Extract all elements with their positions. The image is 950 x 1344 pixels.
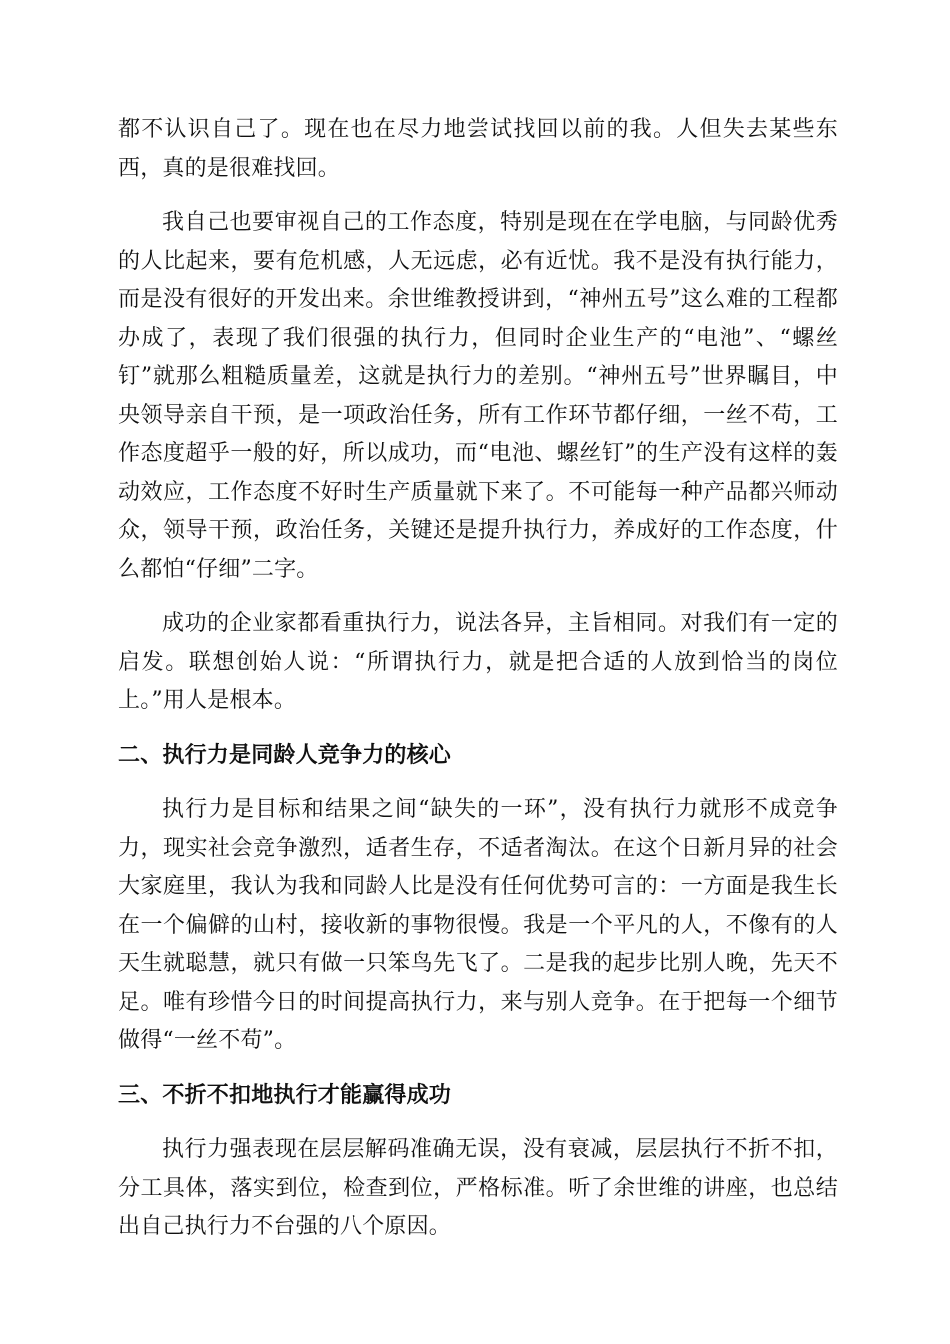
paragraph-gap <box>118 775 838 791</box>
paragraph-gap <box>118 721 838 737</box>
paragraph-gap <box>118 1115 838 1131</box>
paragraph-gap <box>118 188 838 204</box>
document-page <box>118 111 838 1247</box>
paragraph-competitiveness: 执行力是目标和结果之间“缺失的一环”，没有执行力就形不成竞争力，现实社会竞争激烈，适者生存，不适者淘汰。在这个日新月异的社会大家庭里，我认为我和同龄人比是没有任何优势可言的：一方面是我生长在一个偏僻的山村，接收新的事物很慢。我是一个平凡的人，不像有的人天生就聪慧，就只有做一只笨鸟先飞了。二是我的起步比别人晚，先天不足。唯有珍惜今日的时间提高执行力，来与别人竞争。在于把每一个细节做得“一丝不苟”。 <box>118 797 838 1053</box>
paragraph-entrepreneurs: 成功的企业家都看重执行力，说法各异，主旨相同。对我们有一定的启发。联想创始人说：“所谓执行力，就是把合适的人放到恰当的岗位上。”用人是根本。 <box>118 611 838 713</box>
paragraph-execution: 执行力强表现在层层解码准确无误，没有衰减，层层执行不折不扣，分工具体，落实到位，检查到位，严格标准。听了余世维的讲座，也总结出自己执行力不台强的八个原因。 <box>118 1137 838 1239</box>
section-heading-three: 三、不折不扣地执行才能赢得成功 <box>118 1082 452 1108</box>
paragraph-gap <box>118 589 838 605</box>
paragraph-continued: 都不认识自己了。现在也在尽力地尝试找回以前的我。人但失去某些东西，真的是很难找回。 <box>118 117 838 181</box>
paragraph-work-attitude: 我自己也要审视自己的工作态度，特别是现在在学电脑，与同龄优秀的人比起来，要有危机感，人无远虑，必有近忧。我不是没有执行能力，而是没有很好的开发出来。余世维教授讲到，“神州五号”这么难的工程都办成了，表现了我们很强的执行力，但同时企业生产的“电池”、“螺丝钉”就那么粗糙质量差，这就是执行力的差别。“神州五号”世界瞩目，中央领导亲自干预，是一项政治任务，所有工作环节都仔细，一丝不苟，工作态度超乎一般的好，所以成功，而“电池、螺丝钉”的生产没有这样的轰动效应，工作态度不好时生产质量就下来了。不可能每一种产品都兴师动众，领导干预，政治任务，关键还是提升执行力，养成好的工作态度，什么都怕“仔细”二字。 <box>118 210 838 582</box>
section-heading-two: 二、执行力是同龄人竞争力的核心 <box>118 742 452 768</box>
paragraph-gap <box>118 1061 838 1077</box>
